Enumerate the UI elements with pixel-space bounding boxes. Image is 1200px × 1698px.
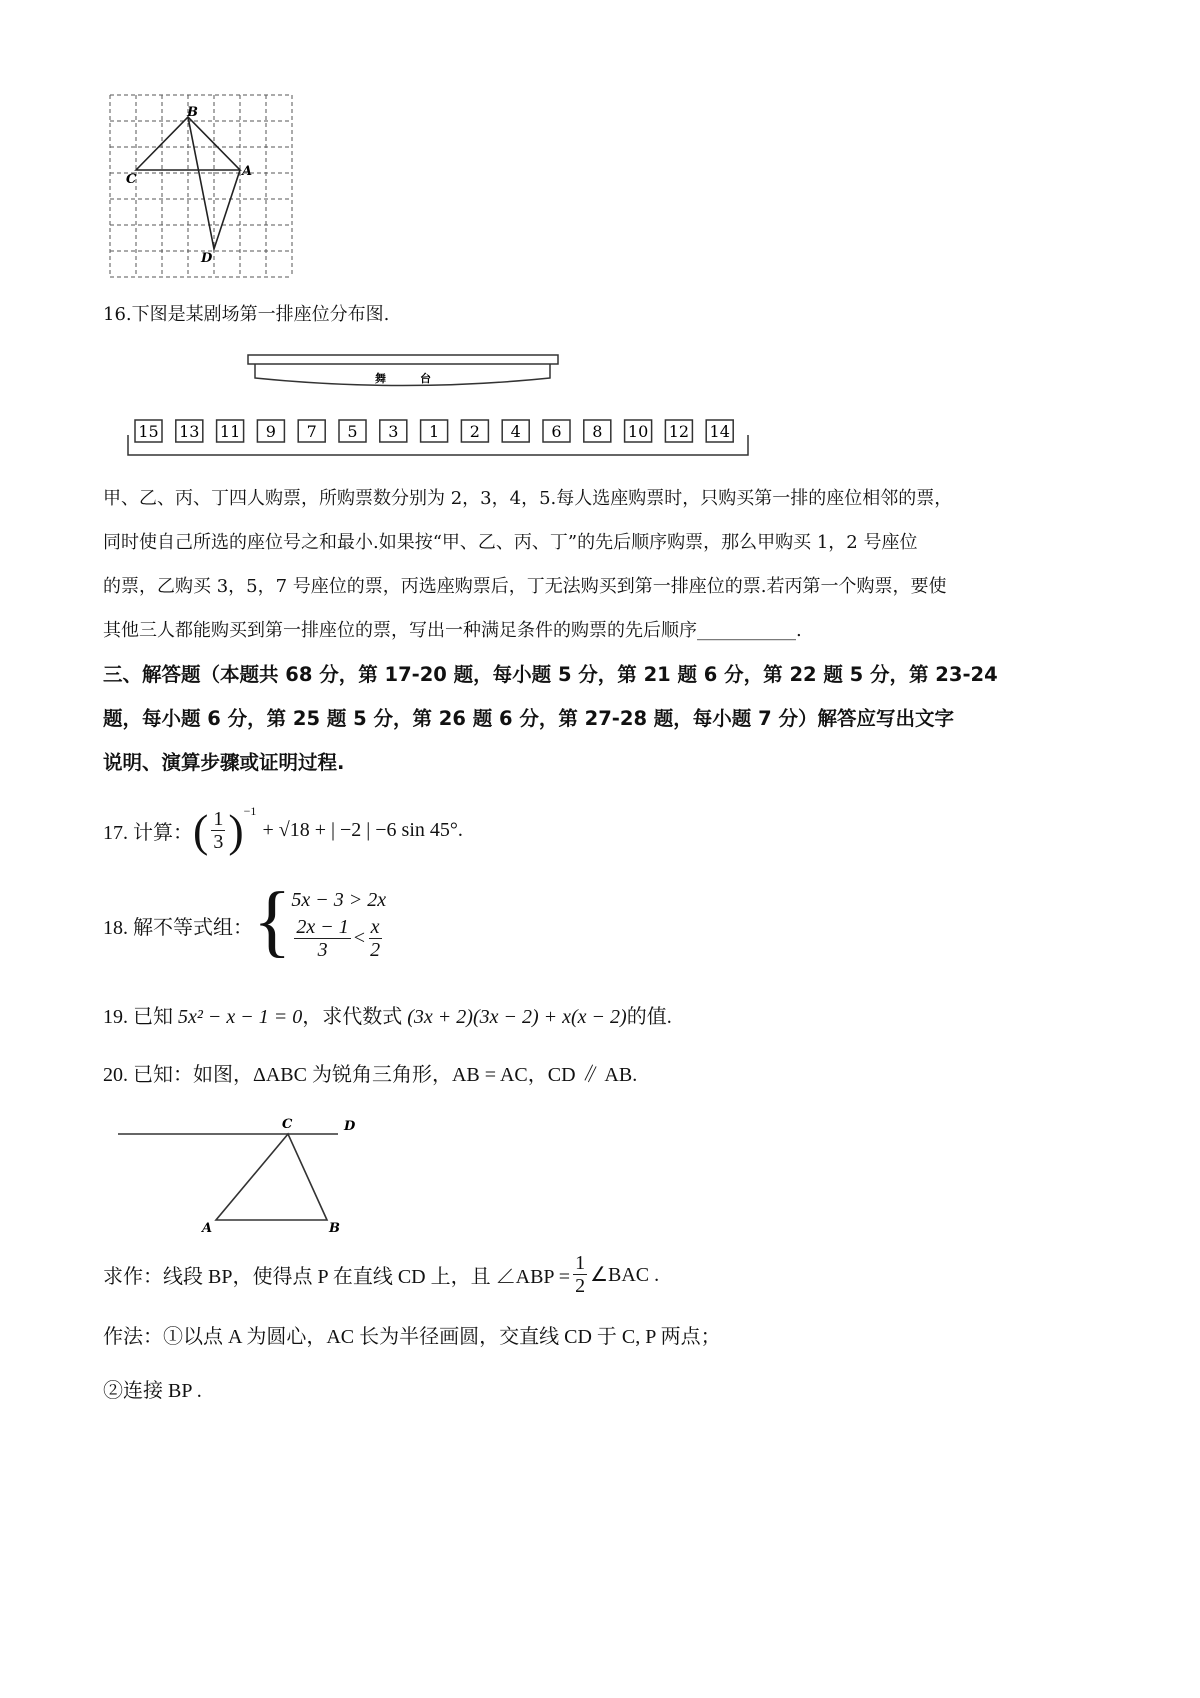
numerator: 2x − 1 xyxy=(296,916,349,938)
label-d: D xyxy=(344,1119,356,1134)
stage-label-2: 台 xyxy=(420,372,431,385)
right-paren: ) xyxy=(228,804,244,856)
inequality-system xyxy=(291,889,386,961)
label-d: D xyxy=(201,251,213,266)
q17-rest: + √18 + | −2 | −6 sin 45° xyxy=(262,818,458,841)
seat-number: 7 xyxy=(306,422,317,441)
q19-text-1: 19. 已知 xyxy=(103,1006,178,1028)
q19-equation: 5x² − x − 1 = 0 xyxy=(178,1006,303,1028)
fraction-right xyxy=(368,916,382,961)
label-b: B xyxy=(187,105,198,120)
question-17 xyxy=(103,800,463,860)
seat-number: 12 xyxy=(668,422,690,441)
q17-exponent: −1 xyxy=(243,804,257,818)
label-c: C xyxy=(126,172,137,187)
brace: { xyxy=(253,877,292,965)
q17-prefix: 17. 计算： xyxy=(103,821,193,844)
seat-number: 11 xyxy=(219,422,241,441)
fraction-left xyxy=(294,916,350,961)
seat-number: 4 xyxy=(510,422,521,441)
seat-number: 9 xyxy=(265,422,276,441)
q16-paragraph-line: 其他三人都能购买到第一排座位的票，写出一种满足条件的购票的先后顺序___________. xyxy=(103,620,802,641)
seat-number: 5 xyxy=(347,422,358,441)
stage-label-1: 舞 xyxy=(375,372,386,385)
q20-method-1: 作法：①以点 A 为圆心，AC 长为半径画圆，交直线 CD 于 C, P 两点； xyxy=(103,1326,721,1348)
stage-edge xyxy=(248,355,558,364)
seat-number: 15 xyxy=(138,422,159,441)
q20-construct xyxy=(103,1252,659,1297)
section-3-heading-line: 三、解答题（本题共 68 分，第 17-20 题，每小题 5 分，第 21 题 6 分，第 22 题 5 分，第 23-24 xyxy=(103,663,998,686)
denominator: 2 xyxy=(575,1275,586,1297)
q17-end: . xyxy=(457,818,463,841)
q16-paragraph-line: 甲、乙、丙、丁四人购票，所购票数分别为 2，3，4，5.每人选座购票时，只购买第一排的座位相邻的票， xyxy=(103,488,953,509)
inequality-2 xyxy=(291,916,386,961)
q20-given: 20. 已知：如图，ΔABC 为锐角三角形，AB = AC，CD ∥ AB. xyxy=(103,1064,638,1086)
question-19 xyxy=(103,1000,672,1029)
construct-text-end: ∠BAC . xyxy=(590,1264,660,1286)
question-18 xyxy=(103,877,387,970)
seat-number: 10 xyxy=(627,422,649,441)
label-c: C xyxy=(282,1117,293,1132)
seat-number: 14 xyxy=(709,422,730,441)
numerator: x xyxy=(370,916,380,938)
stage xyxy=(255,364,550,386)
grid-figure xyxy=(105,90,305,285)
q16-intro: 16.下图是某剧场第一排座位分布图. xyxy=(103,304,390,325)
q19-text-2: ，求代数式 xyxy=(302,1006,408,1028)
label-a: A xyxy=(202,1221,213,1235)
q19-expression: (3x + 2)(3x − 2) + x(x − 2) xyxy=(407,1006,627,1028)
label-a: A xyxy=(242,164,253,179)
q16-paragraph-line: 同时使自己所选的座位号之和最小.如果按“甲、乙、丙、丁”的先后顺序购票，那么甲购买 1，2 号座位 xyxy=(103,532,918,553)
q19-text-3: 的值. xyxy=(626,1006,672,1028)
section-3-heading-line: 题，每小题 6 分，第 25 题 5 分，第 26 题 6 分，第 27-28 题，每小题 7 分）解答应写出文字 xyxy=(103,707,954,730)
denominator: 3 xyxy=(213,830,224,853)
q16-paragraph-line: 的票，乙购买 3，5，7 号座位的票，丙选座购票后，丁无法购买到第一排座位的票.若丙第一个购票，要使 xyxy=(103,576,947,597)
seat-diagram xyxy=(120,345,760,475)
half-fraction xyxy=(573,1252,587,1297)
seat-number: 13 xyxy=(179,422,200,441)
seat-number: 3 xyxy=(388,422,399,441)
numerator: 1 xyxy=(213,807,224,830)
seat-number: 1 xyxy=(429,422,440,441)
q18-prefix: 18. 解不等式组： xyxy=(103,916,253,939)
less-than: < xyxy=(353,927,366,949)
inequality-1: 5x − 3 > 2x xyxy=(291,889,387,911)
triangle-figure xyxy=(110,1110,370,1235)
seat-number: 6 xyxy=(551,422,562,441)
q20-method-2: ②连接 BP . xyxy=(103,1380,202,1402)
denominator: 3 xyxy=(317,939,328,961)
triangle-abc xyxy=(216,1134,327,1220)
label-b: B xyxy=(329,1221,340,1235)
seat-number: 8 xyxy=(592,422,603,441)
section-3-heading-line: 说明、演算步骤或证明过程. xyxy=(103,751,345,774)
left-paren: ( xyxy=(193,804,209,856)
numerator: 1 xyxy=(575,1252,586,1274)
seat-number: 2 xyxy=(469,422,480,441)
construct-text: 求作：线段 BP，使得点 P 在直线 CD 上，且 ∠ABP = xyxy=(103,1266,571,1288)
denominator: 2 xyxy=(370,939,381,961)
q17-fraction xyxy=(211,808,225,853)
